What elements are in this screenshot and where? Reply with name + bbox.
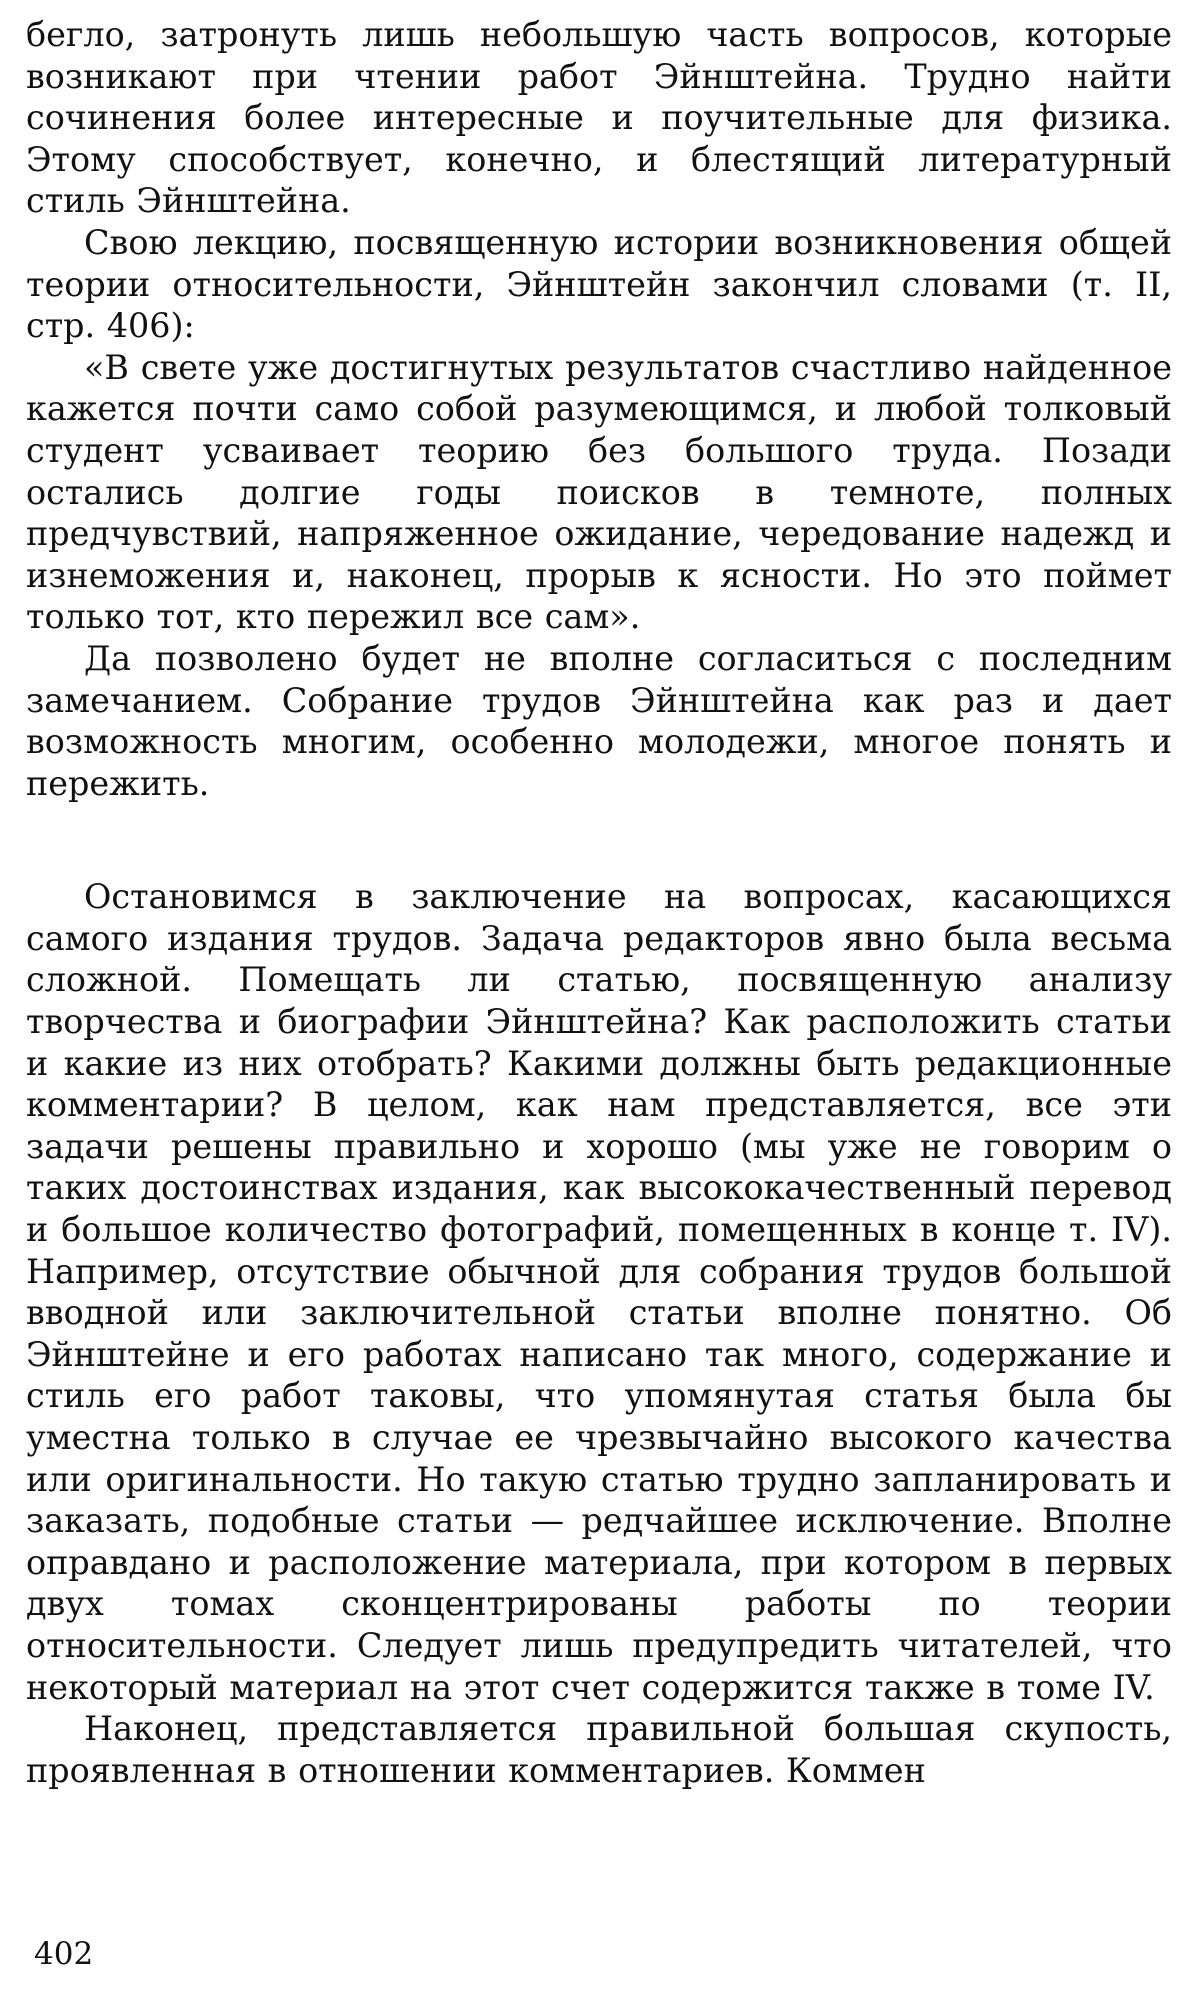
paragraph-comments: Наконец, представляется правильной большая скупость, проявленная в отношении комментариев. Коммен	[26, 1709, 1172, 1790]
paragraph-lecture-intro: Свою лекцию, посвященную истории возникновения общей теории относительности, Эйнштейн закончил словами (т. II, стр. 406):	[26, 222, 1172, 346]
paragraph-edition-questions: Остановимся в заключение на вопросах, касающихся самого издания трудов. Задача редакторов явно была весьма сложной. Помещать ли статью, посвященную анализу творчества и биографии Эйнштейна? Как расположить статьи и какие из них отобрать? Какими должны быть редакционные комментарии? В целом, как нам представляется, все эти задачи решены правильно и хорошо (мы уже не говорим о таких достоинствах издания, как высококачественный перевод и большое количество фотографий, помещенных в конце т. IV). Например, отсутствие обычной для собрания трудов большой вводной или заключительной статьи вполне понятно. Об Эйнштейне и его работах написано так много, содержание и стиль его работ таковы, что упомянутая статья была бы уместна только в случае ее чрезвычайно высокого качества или оригинальности. Но такую статью трудно запланировать и заказать, подобные статьи — редчайшее исключение. Вполне оправдано и расположение материала, при котором в первых двух томах сконцентрированы работы по теории относительности. Следует лишь предупредить читателей, что некоторый материал на этот счет содержится также в томе IV.	[26, 877, 1172, 1707]
paragraph-remark: Да позволено будет не вполне согласиться с последним замечанием. Собрание трудов Эйнштейна как раз и дает возможность многим, особенно молодежи, многое понять и пережить.	[26, 638, 1172, 803]
paragraph-einstein-quote: «В свете уже достигнутых результатов счастливо найденное кажется почти само собой разумеющимся, и любой толковый студент усваивает теорию без большого труда. Позади остались долгие годы поисков в темноте, полных предчувствий, напряженное ожидание, чередование надежд и изнеможения и, наконец, прорыв к ясности. Но это поймет только тот, кто пережил все сам».	[26, 347, 1172, 637]
page-number: 402	[34, 1936, 94, 1972]
paragraph-continuation: бегло, затронуть лишь небольшую часть вопросов, которые возникают при чтении работ Эйнштейна. Трудно найти сочинения более интересные и поучительные для физика. Этому способствует, конечно, и блестящий литературный стиль Эйнштейна.	[26, 15, 1172, 221]
section-gap	[26, 804, 1172, 876]
page-text-block	[26, 14, 1172, 1791]
